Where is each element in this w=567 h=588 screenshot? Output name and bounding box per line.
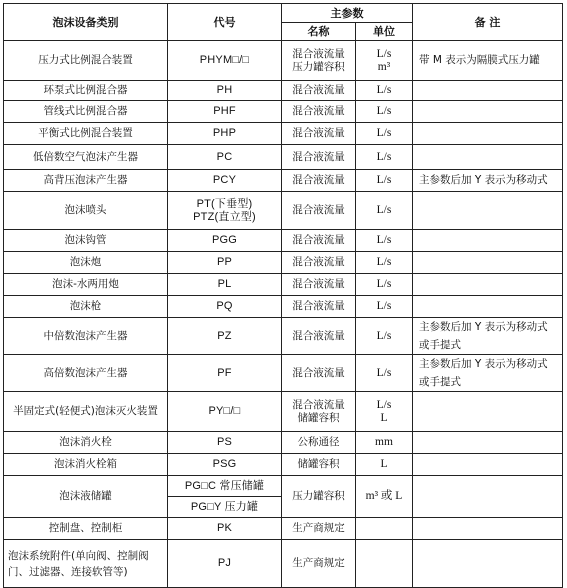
code-cell: PF [168, 355, 282, 392]
remark-cell [413, 101, 563, 123]
category-cell: 控制盘、控制柜 [4, 518, 168, 540]
param-name-cell: 混合液流量 [282, 296, 356, 318]
unit-cell: L/s [356, 145, 413, 170]
table-row [4, 145, 563, 170]
code-cell: PL [168, 274, 282, 296]
code-cell: PC [168, 145, 282, 170]
param-name-cell: 混合液流量 [282, 192, 356, 230]
code-cell: PS [168, 432, 282, 454]
category-cell: 半固定式(轻便式)泡沫灭火装置 [4, 392, 168, 432]
category-cell: 压力式比例混合装置 [4, 41, 168, 81]
unit-cell [356, 540, 413, 588]
remark-cell [413, 145, 563, 170]
code-cell: PHP [168, 123, 282, 145]
table-row [4, 432, 563, 454]
unit-cell: m³ 或 L [356, 476, 413, 518]
unit-cell: L/s [356, 296, 413, 318]
remark-cell [413, 230, 563, 252]
param-name-line: 混合液流量 [292, 398, 345, 411]
param-name-line: 压力罐容积 [292, 60, 345, 73]
code-cell: PG□Y 压力罐 [168, 497, 282, 518]
param-name-line: 混合液流量 [292, 47, 345, 60]
unit-cell: L/s [356, 355, 413, 392]
category-cell: 泡沫消火栓箱 [4, 454, 168, 476]
param-name-cell: 储罐容积 [282, 454, 356, 476]
header-unit: 单位 [356, 23, 413, 41]
code-line: PT(下垂型) [196, 197, 253, 210]
header-category: 泡沫设备类别 [4, 4, 168, 41]
category-cell: 泡沫喷头 [4, 192, 168, 230]
code-cell: PZ [168, 318, 282, 355]
unit-cell [356, 518, 413, 540]
code-cell [168, 192, 282, 230]
table-row [4, 230, 563, 252]
code-cell: PHYM□/□ [168, 41, 282, 81]
remark-cell: 主参数后加 Y 表示为移动式 [413, 170, 563, 192]
unit-cell: L/s [356, 318, 413, 355]
remark-cell [413, 540, 563, 588]
unit-line: L [380, 411, 388, 424]
param-name-cell: 混合液流量 [282, 101, 356, 123]
table-row [4, 274, 563, 296]
remark-cell [413, 454, 563, 476]
remark-cell [413, 432, 563, 454]
code-cell: PY□/□ [168, 392, 282, 432]
code-cell: PJ [168, 540, 282, 588]
unit-cell: L/s [356, 230, 413, 252]
table-row [4, 454, 563, 476]
param-name-cell: 混合液流量 [282, 274, 356, 296]
category-cell: 泡沫钩管 [4, 230, 168, 252]
unit-cell: L/s [356, 81, 413, 101]
category-line: 门、过滤器、连接软管等) [8, 565, 128, 578]
param-name-cell: 混合液流量 [282, 81, 356, 101]
param-name-cell: 压力罐容积 [282, 476, 356, 518]
code-cell: PSG [168, 454, 282, 476]
unit-cell: mm [356, 432, 413, 454]
unit-cell: L/s [356, 123, 413, 145]
code-cell: PG□C 常压储罐 [168, 476, 282, 497]
param-name-cell: 混合液流量 [282, 318, 356, 355]
header-row [4, 4, 563, 23]
unit-line: m³ [377, 60, 391, 73]
unit-cell: L/s [356, 101, 413, 123]
param-name-cell [282, 392, 356, 432]
remark-line: 主参数后加 Y 表示为移动式 [419, 321, 548, 333]
code-cell: PGG [168, 230, 282, 252]
table-row [4, 252, 563, 274]
remark-cell [413, 518, 563, 540]
remark-cell [413, 252, 563, 274]
param-name-cell: 混合液流量 [282, 355, 356, 392]
remark-line: 或手提式 [419, 376, 461, 388]
param-name-cell: 混合液流量 [282, 145, 356, 170]
table-row [4, 355, 563, 392]
category-cell: 高背压泡沫产生器 [4, 170, 168, 192]
category-cell [4, 540, 168, 588]
table-row [4, 170, 563, 192]
unit-cell: L/s [356, 252, 413, 274]
code-cell: PQ [168, 296, 282, 318]
remark-cell [413, 81, 563, 101]
table-row [4, 41, 563, 81]
code-line: PTZ(直立型) [193, 210, 256, 223]
remark-line: 主参数后加 Y 表示为移动式 [419, 358, 548, 370]
unit-cell [356, 392, 413, 432]
code-cell: PHF [168, 101, 282, 123]
category-cell: 平衡式比例混合装置 [4, 123, 168, 145]
unit-cell [356, 41, 413, 81]
header-param-name: 名称 [282, 23, 356, 41]
category-cell: 低倍数空气泡沫产生器 [4, 145, 168, 170]
category-line: 泡沫系统附件(单向阀、控制阀 [8, 549, 149, 562]
unit-line: L/s [376, 398, 392, 411]
table-row [4, 296, 563, 318]
table-row [4, 123, 563, 145]
param-name-cell: 混合液流量 [282, 123, 356, 145]
remark-cell [413, 355, 563, 392]
code-cell: PK [168, 518, 282, 540]
unit-line: L/s [376, 47, 392, 60]
remark-cell [413, 296, 563, 318]
param-name-cell: 公称通径 [282, 432, 356, 454]
category-cell: 中倍数泡沫产生器 [4, 318, 168, 355]
table-row [4, 392, 563, 432]
category-cell: 环泵式比例混合器 [4, 81, 168, 101]
remark-cell: 带 M 表示为隔膜式压力罐 [413, 41, 563, 81]
header-main-param: 主参数 [282, 4, 413, 23]
remark-line: 或手提式 [419, 339, 461, 351]
remark-cell [413, 274, 563, 296]
remark-cell [413, 476, 563, 518]
unit-cell: L [356, 454, 413, 476]
category-cell: 高倍数泡沫产生器 [4, 355, 168, 392]
param-name-line: 储罐容积 [297, 411, 340, 424]
category-cell: 泡沫消火栓 [4, 432, 168, 454]
param-name-cell [282, 41, 356, 81]
code-cell: PCY [168, 170, 282, 192]
table-row [4, 476, 563, 497]
table-row [4, 518, 563, 540]
category-cell: 泡沫液储罐 [4, 476, 168, 518]
unit-cell: L/s [356, 274, 413, 296]
table-row [4, 540, 563, 588]
param-name-cell: 混合液流量 [282, 170, 356, 192]
header-code: 代号 [168, 4, 282, 41]
remark-cell [413, 392, 563, 432]
table-row [4, 192, 563, 230]
code-cell: PP [168, 252, 282, 274]
param-name-cell: 生产商规定 [282, 540, 356, 588]
param-name-cell: 混合液流量 [282, 252, 356, 274]
table-row [4, 81, 563, 101]
table-row [4, 101, 563, 123]
category-cell: 泡沫-水两用炮 [4, 274, 168, 296]
unit-cell: L/s [356, 192, 413, 230]
code-cell: PH [168, 81, 282, 101]
param-name-cell: 混合液流量 [282, 230, 356, 252]
remark-cell [413, 123, 563, 145]
table-row [4, 318, 563, 355]
category-cell: 泡沫枪 [4, 296, 168, 318]
category-cell: 泡沫炮 [4, 252, 168, 274]
header-remark: 备 注 [413, 4, 563, 41]
unit-cell: L/s [356, 170, 413, 192]
remark-cell [413, 192, 563, 230]
remark-cell [413, 318, 563, 355]
equipment-code-table [3, 3, 563, 588]
param-name-cell: 生产商规定 [282, 518, 356, 540]
category-cell: 管线式比例混合器 [4, 101, 168, 123]
